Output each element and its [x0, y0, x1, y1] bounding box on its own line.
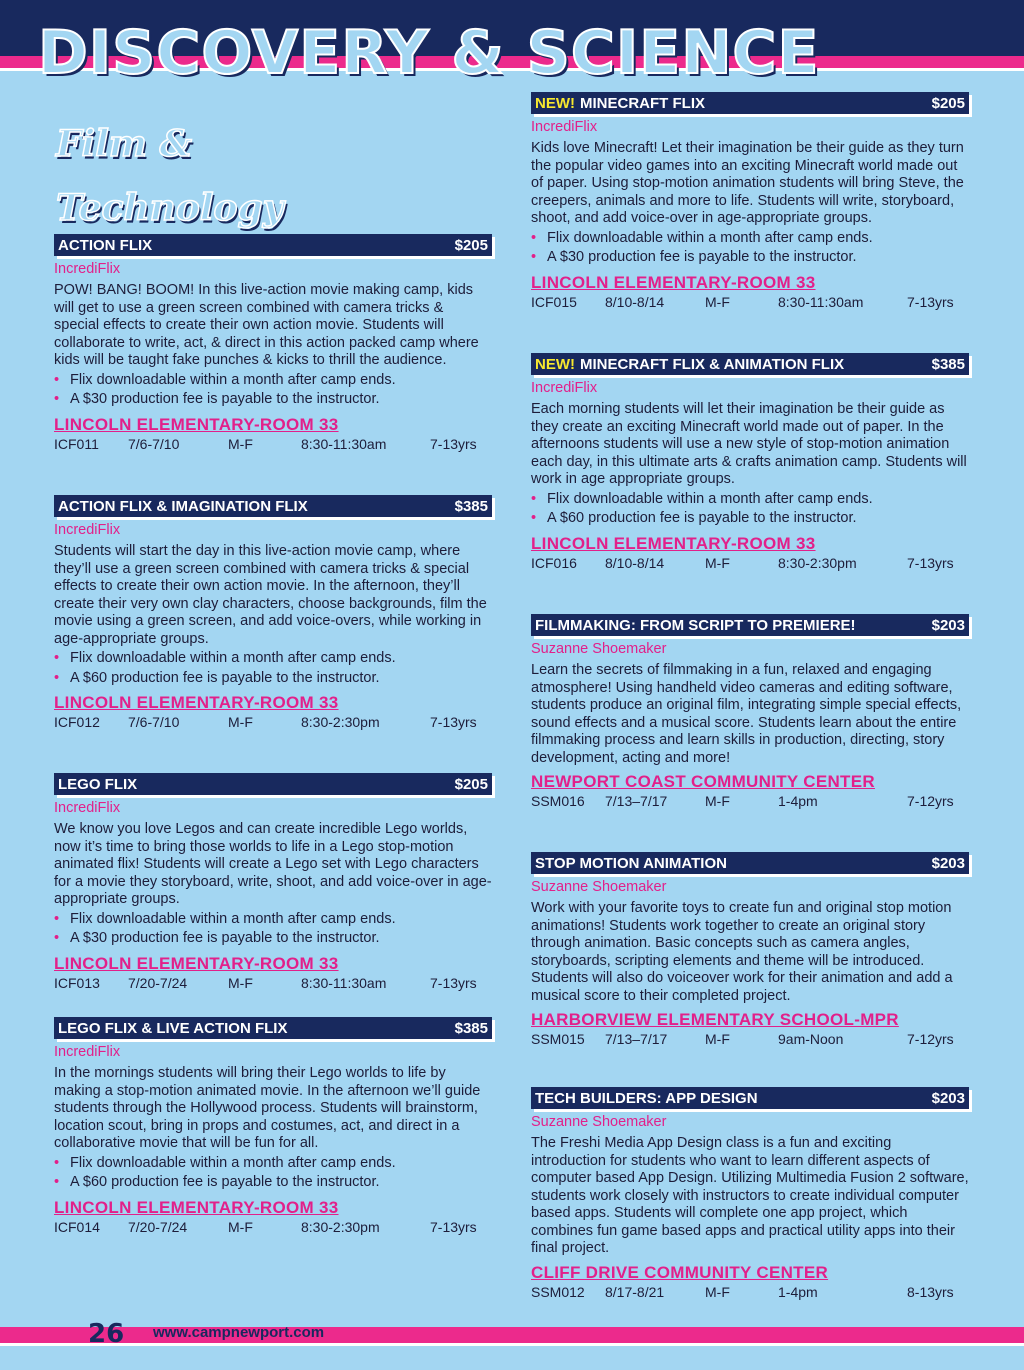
session-dates: 7/20-7/24 [128, 974, 188, 991]
website-link[interactable]: www.campnewport.com [153, 1324, 325, 1341]
session-dates: 7/13–7/17 [605, 1031, 668, 1047]
course-description: In the mornings students will bring their Lego worlds to life by making a stop-motion animated movie. In the afternoon we’ll guide students through the Hollywood process. Students will brainstorm, location scout, bring in props and costumes, act, and direct in a collaborative movie that will be fun for all. [54, 1065, 481, 1151]
course-card [54, 773, 492, 992]
course-card [531, 1087, 969, 1301]
session-time: 8:30-11:30am [301, 435, 387, 452]
course-note: • A $30 production fee is payable to the instructor. [54, 929, 492, 949]
course-notes [54, 910, 492, 949]
course-notes [54, 649, 492, 688]
course-card [54, 1017, 492, 1236]
session-days: M-F [705, 793, 730, 809]
course-header [531, 614, 969, 636]
course-note: • Flix downloadable within a month after camp ends. [531, 490, 969, 510]
course-notes [531, 229, 969, 268]
course-card [531, 852, 969, 1048]
course-title: NEW! MINECRAFT FLIX [535, 94, 705, 112]
session-dates: 7/6-7/10 [128, 435, 180, 452]
course-note: • Flix downloadable within a month after camp ends. [531, 229, 969, 249]
session-code: ICF015 [531, 293, 577, 310]
course-instructor: IncrediFlix [54, 522, 121, 538]
course-note: • A $60 production fee is payable to the instructor. [531, 509, 969, 529]
left-column [54, 0, 492, 1320]
course-title: ACTION FLIX & IMAGINATION FLIX [58, 497, 308, 515]
course-description: Learn the secrets of filmmaking in a fun, relaxed and engaging atmosphere! Using handheld video cameras and editing software, students produce an original film, integrating simple special effects, sound effects and a musical score. Students learn about the entire filmmaking process and learn skills in production, directing, story development, acting and more! [531, 662, 962, 766]
page-title: DISCOVERY & SCIENCE [38, 18, 820, 88]
course-header [54, 773, 492, 795]
session-time: 8:30-11:30am [778, 293, 864, 310]
session-ages: 7-12yrs [907, 1031, 954, 1047]
course-price: $205 [454, 236, 488, 254]
course-price: $205 [454, 775, 488, 793]
course-card [54, 495, 492, 731]
session-code: ICF011 [54, 435, 99, 452]
session-days: M-F [228, 974, 253, 991]
course-title: NEW! MINECRAFT FLIX & ANIMATION FLIX [535, 355, 845, 373]
course-price: $385 [931, 355, 965, 373]
course-title: STOP MOTION ANIMATION [535, 854, 727, 872]
course-description: Each morning students will let their imagination be their guide as they create an exciting Minecraft world made out of paper. In the afternoons students will use a new style of stop-motion animation each day, in this ultimate arts & crafts animation camp. Students will work in age appropriate groups. [531, 401, 967, 487]
course-note: • Flix downloadable within a month after camp ends. [54, 649, 492, 669]
new-badge: NEW! [535, 355, 575, 373]
course-session [531, 555, 969, 572]
course-card [54, 234, 492, 453]
course-instructor: IncrediFlix [54, 261, 121, 277]
course-instructor: Suzanne Shoemaker [531, 641, 667, 657]
course-header [54, 1017, 492, 1039]
course-header [531, 92, 969, 114]
session-days: M-F [705, 554, 730, 571]
session-time: 8:30-2:30pm [778, 554, 857, 571]
course-note: • Flix downloadable within a month after camp ends. [54, 910, 492, 930]
course-price: $203 [931, 854, 965, 872]
course-price: $203 [931, 1089, 965, 1107]
course-location-link[interactable]: NEWPORT COAST COMMUNITY CENTER [531, 772, 875, 791]
course-location-link[interactable]: CLIFF DRIVE COMMUNITY CENTER [531, 1262, 829, 1282]
course-note: • A $30 production fee is payable to the instructor. [54, 390, 492, 410]
course-instructor: IncrediFlix [54, 1044, 121, 1060]
course-notes [54, 1154, 492, 1193]
session-ages: 8-13yrs [907, 1283, 954, 1300]
course-header [531, 1087, 969, 1109]
course-description: Students will start the day in this live-action movie camp, where they’ll use a green screen combined with camera tricks & special effects to create their own action movie. In the afternoon, they’ll create their very own clay characters, choose backgrounds, film the movie using a green screen, and add voice-overs, while working in age-appropriate groups. [54, 543, 487, 647]
session-dates: 8/10-8/14 [605, 293, 665, 310]
course-header [531, 353, 969, 375]
course-session [54, 1219, 492, 1236]
session-time: 8:30-2:30pm [301, 714, 380, 730]
session-ages: 7-13yrs [430, 1218, 477, 1235]
session-code: ICF013 [54, 974, 100, 991]
course-description: We know you love Legos and can create incredible Lego worlds, now it’s time to bring those worlds to life in a Lego stop-motion animated flix! Students will create a Lego set with Lego characters for a movie they storyboard, write, shoot, and add voice-over in age-appropriate groups. [54, 821, 492, 907]
course-header [54, 234, 492, 256]
session-dates: 7/6-7/10 [128, 714, 180, 730]
course-instructor: Suzanne Shoemaker [531, 1114, 667, 1130]
session-days: M-F [228, 1218, 253, 1235]
session-time: 1-4pm [778, 793, 818, 809]
course-card [531, 92, 969, 311]
session-time: 8:30-11:30am [301, 974, 387, 991]
footer-rule [0, 1343, 1024, 1346]
session-days: M-F [228, 435, 253, 452]
session-days: M-F [705, 1283, 730, 1300]
session-ages: 7-13yrs [907, 293, 954, 310]
course-instructor: IncrediFlix [531, 119, 598, 135]
course-note: • Flix downloadable within a month after camp ends. [54, 1154, 492, 1174]
course-location-link[interactable]: LINCOLN ELEMENTARY-ROOM 33 [531, 533, 816, 553]
session-dates: 8/10-8/14 [605, 554, 665, 571]
session-days: M-F [705, 1031, 730, 1047]
course-session [54, 714, 492, 731]
course-location-link[interactable]: HARBORVIEW ELEMENTARY SCHOOL-MPR [531, 1010, 899, 1029]
session-ages: 7-13yrs [430, 714, 477, 730]
session-code: SSM015 [531, 1031, 585, 1047]
course-title: FILMMAKING: FROM SCRIPT TO PREMIERE! [535, 616, 856, 634]
session-code: ICF014 [54, 1218, 100, 1235]
course-title: ACTION FLIX [58, 236, 153, 254]
course-instructor: IncrediFlix [54, 800, 121, 816]
session-ages: 7-13yrs [430, 974, 477, 991]
course-session [531, 1031, 969, 1048]
course-note: • Flix downloadable within a month after camp ends. [54, 371, 492, 391]
course-location-link[interactable]: LINCOLN ELEMENTARY-ROOM 33 [54, 1197, 339, 1217]
course-description: POW! BANG! BOOM! In this live-action movie making camp, kids will get to use a green screen combined with camera tricks & special effects to create their own action movie. Students will collaborate to write, act, & direct in this action packed camp where kids will be taught fake punches & kicks to thrill the audience. [54, 282, 479, 368]
course-price: $385 [454, 497, 488, 515]
right-column [531, 0, 969, 1320]
session-days: M-F [228, 714, 253, 730]
session-dates: 7/20-7/24 [128, 1218, 188, 1235]
session-ages: 7-13yrs [430, 435, 477, 452]
course-header [531, 852, 969, 874]
course-price: $203 [931, 616, 965, 634]
course-note: • A $30 production fee is payable to the instructor. [531, 248, 969, 268]
course-session [54, 436, 492, 453]
session-code: ICF012 [54, 714, 100, 730]
course-note: • A $60 production fee is payable to the instructor. [54, 669, 492, 689]
session-time: 9am-Noon [778, 1031, 844, 1047]
section-title-line1: Film & [56, 123, 193, 165]
course-card [531, 614, 969, 810]
session-dates: 8/17-8/21 [605, 1283, 665, 1300]
course-description: Work with your favorite toys to create fun and original stop motion animations! Students work together to create an original story through animation. Basic concepts such as camera angles, storyboards, scripting elements and theme will be introduced. Students will also do voiceover work for their animation and add a musical score to their completed project. [531, 900, 953, 1004]
course-note: • A $60 production fee is payable to the instructor. [54, 1173, 492, 1193]
section-title-line2: Technology [56, 187, 284, 229]
course-price: $205 [931, 94, 965, 112]
session-dates: 7/13–7/17 [605, 793, 668, 809]
course-description: Kids love Minecraft! Let their imagination be their guide as they turn the popular video games into an exciting Minecraft world made out of paper. Using stop-motion animation students will bring Steve, the creepers, animals and more to life. Students will write, storyboard, shoot, and add voice-over in age-appropriate groups. [531, 140, 964, 226]
course-instructor: Suzanne Shoemaker [531, 879, 667, 895]
course-session [531, 1284, 969, 1301]
course-title: LEGO FLIX [58, 775, 138, 793]
course-description: The Freshi Media App Design class is a fun and exciting introduction for students who want to learn different aspects of computer based App Design. Utilizing Multimedia Fusion 2 software, students work closely with instructors to create individual computer based apps. Students will complete one app project, which combines fun game based apps and practical utility apps into their final project. [531, 1135, 969, 1256]
course-price: $385 [454, 1019, 488, 1037]
course-location-link[interactable]: LINCOLN ELEMENTARY-ROOM 33 [54, 414, 339, 434]
session-code: SSM012 [531, 1283, 585, 1300]
course-card [531, 353, 969, 572]
page-number: 26 [88, 1319, 125, 1349]
course-instructor: IncrediFlix [531, 380, 598, 396]
session-time: 8:30-2:30pm [301, 1218, 380, 1235]
session-days: M-F [705, 293, 730, 310]
session-code: SSM016 [531, 793, 585, 809]
session-ages: 7-13yrs [907, 554, 954, 571]
course-title: LEGO FLIX & LIVE ACTION FLIX [58, 1019, 288, 1037]
course-header [54, 495, 492, 517]
course-notes [531, 490, 969, 529]
course-location-link[interactable]: LINCOLN ELEMENTARY-ROOM 33 [531, 272, 816, 292]
session-code: ICF016 [531, 554, 577, 571]
new-badge: NEW! [535, 94, 575, 112]
course-session [531, 294, 969, 311]
course-session [54, 975, 492, 992]
session-ages: 7-12yrs [907, 793, 954, 809]
course-location-link[interactable]: LINCOLN ELEMENTARY-ROOM 33 [54, 693, 339, 712]
session-time: 1-4pm [778, 1283, 818, 1300]
course-title: TECH BUILDERS: APP DESIGN [535, 1089, 758, 1107]
course-session [531, 793, 969, 810]
course-notes [54, 371, 492, 410]
course-location-link[interactable]: LINCOLN ELEMENTARY-ROOM 33 [54, 953, 339, 973]
